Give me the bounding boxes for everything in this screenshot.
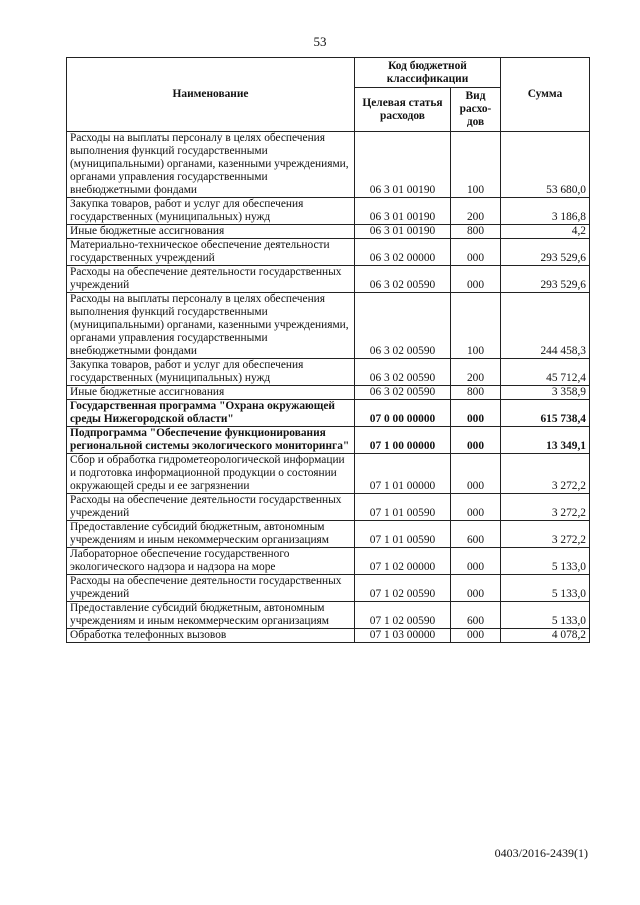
row-name-cell: Расходы на выплаты персоналу в целях обеспечения выполнения функций государственными (муниципальными) органами, казенными учреждениями, органами управления государственными внебюджетными фондами [67, 132, 355, 198]
table-row [67, 454, 590, 494]
table-row [67, 494, 590, 521]
row-sum-cell: 3 272,2 [501, 454, 590, 494]
row-name-cell: Обработка телефонных вызовов [67, 629, 355, 643]
row-code-cell: 06 3 01 00190 [355, 132, 451, 198]
table-row [67, 266, 590, 293]
table-row [67, 386, 590, 400]
row-vid-cell: 000 [451, 400, 501, 427]
table-row [67, 225, 590, 239]
row-sum-cell: 293 529,6 [501, 266, 590, 293]
row-name-cell: Материально-техническое обеспечение деятельности государственных учреждений [67, 239, 355, 266]
row-code-cell: 06 3 01 00190 [355, 198, 451, 225]
table-body [67, 132, 590, 643]
row-vid-cell: 600 [451, 602, 501, 629]
row-vid-cell: 000 [451, 629, 501, 643]
row-vid-cell: 800 [451, 386, 501, 400]
row-code-cell: 07 1 01 00590 [355, 494, 451, 521]
row-sum-cell: 615 738,4 [501, 400, 590, 427]
row-sum-cell: 45 712,4 [501, 359, 590, 386]
row-sum-cell: 3 186,8 [501, 198, 590, 225]
row-name-cell: Подпрограмма "Обеспечение функционирования региональной системы экологического мониторинга" [67, 427, 355, 454]
table-row [67, 602, 590, 629]
row-vid-cell: 000 [451, 454, 501, 494]
row-name-cell: Иные бюджетные ассигнования [67, 386, 355, 400]
row-sum-cell: 4,2 [501, 225, 590, 239]
row-sum-cell: 3 272,2 [501, 494, 590, 521]
header-target: Целевая статья расходов [355, 88, 451, 132]
row-code-cell: 06 3 01 00190 [355, 225, 451, 239]
row-vid-cell: 100 [451, 293, 501, 359]
row-vid-cell: 200 [451, 359, 501, 386]
header-sum: Сумма [501, 58, 590, 132]
row-vid-cell: 600 [451, 521, 501, 548]
document-code: 0403/2016-2439(1) [494, 846, 588, 860]
row-code-cell: 06 3 02 00590 [355, 359, 451, 386]
row-code-cell: 07 1 01 00000 [355, 454, 451, 494]
table-row [67, 521, 590, 548]
row-code-cell: 07 1 03 00000 [355, 629, 451, 643]
row-code-cell: 07 1 02 00590 [355, 602, 451, 629]
table-row [67, 293, 590, 359]
row-name-cell: Закупка товаров, работ и услуг для обеспечения государственных (муниципальных) нужд [67, 359, 355, 386]
budget-table [66, 57, 590, 643]
table-row [67, 575, 590, 602]
row-name-cell: Расходы на выплаты персоналу в целях обеспечения выполнения функций государственными (муниципальными) органами, казенными учреждениями, органами управления государственными внебюджетными фондами [67, 293, 355, 359]
table-row [67, 359, 590, 386]
table-row [67, 400, 590, 427]
row-code-cell: 06 3 02 00000 [355, 239, 451, 266]
header-name: Наименование [67, 58, 355, 132]
row-sum-cell: 293 529,6 [501, 239, 590, 266]
row-name-cell: Закупка товаров, работ и услуг для обеспечения государственных (муниципальных) нужд [67, 198, 355, 225]
row-sum-cell: 5 133,0 [501, 575, 590, 602]
row-sum-cell: 244 458,3 [501, 293, 590, 359]
header-vid: Вид расхо-дов [451, 88, 501, 132]
row-name-cell: Государственная программа "Охрана окружающей среды Нижегородской области" [67, 400, 355, 427]
row-code-cell: 07 1 01 00590 [355, 521, 451, 548]
row-vid-cell: 200 [451, 198, 501, 225]
table-row [67, 198, 590, 225]
table-row [67, 132, 590, 198]
row-code-cell: 07 0 00 00000 [355, 400, 451, 427]
header-kbk: Код бюджетной классификации [355, 58, 501, 88]
row-vid-cell: 000 [451, 427, 501, 454]
table-header [67, 58, 590, 132]
row-sum-cell: 3 358,9 [501, 386, 590, 400]
row-code-cell: 06 3 02 00590 [355, 293, 451, 359]
row-sum-cell: 5 133,0 [501, 548, 590, 575]
table-row [67, 427, 590, 454]
row-code-cell: 06 3 02 00590 [355, 386, 451, 400]
row-name-cell: Расходы на обеспечение деятельности государственных учреждений [67, 266, 355, 293]
row-sum-cell: 53 680,0 [501, 132, 590, 198]
table-row [67, 239, 590, 266]
row-sum-cell: 4 078,2 [501, 629, 590, 643]
table-row [67, 629, 590, 643]
row-vid-cell: 000 [451, 575, 501, 602]
row-name-cell: Предоставление субсидий бюджетным, автономным учреждениям и иным некоммерческим организациям [67, 602, 355, 629]
row-name-cell: Сбор и обработка гидрометеорологической информации и подготовка информационной продукции о состоянии окружающей среды и ее загрязнении [67, 454, 355, 494]
row-vid-cell: 000 [451, 266, 501, 293]
page-number: 53 [313, 34, 327, 49]
row-vid-cell: 000 [451, 548, 501, 575]
row-name-cell: Лабораторное обеспечение государственного экологического надзора и надзора на море [67, 548, 355, 575]
row-name-cell: Расходы на обеспечение деятельности государственных учреждений [67, 575, 355, 602]
row-code-cell: 07 1 00 00000 [355, 427, 451, 454]
row-sum-cell: 3 272,2 [501, 521, 590, 548]
row-code-cell: 06 3 02 00590 [355, 266, 451, 293]
table-row [67, 548, 590, 575]
row-vid-cell: 100 [451, 132, 501, 198]
row-sum-cell: 5 133,0 [501, 602, 590, 629]
row-name-cell: Расходы на обеспечение деятельности государственных учреждений [67, 494, 355, 521]
row-sum-cell: 13 349,1 [501, 427, 590, 454]
row-name-cell: Предоставление субсидий бюджетным, автономным учреждениям и иным некоммерческим организациям [67, 521, 355, 548]
row-vid-cell: 000 [451, 239, 501, 266]
row-code-cell: 07 1 02 00000 [355, 548, 451, 575]
row-code-cell: 07 1 02 00590 [355, 575, 451, 602]
row-vid-cell: 000 [451, 494, 501, 521]
row-name-cell: Иные бюджетные ассигнования [67, 225, 355, 239]
row-vid-cell: 800 [451, 225, 501, 239]
